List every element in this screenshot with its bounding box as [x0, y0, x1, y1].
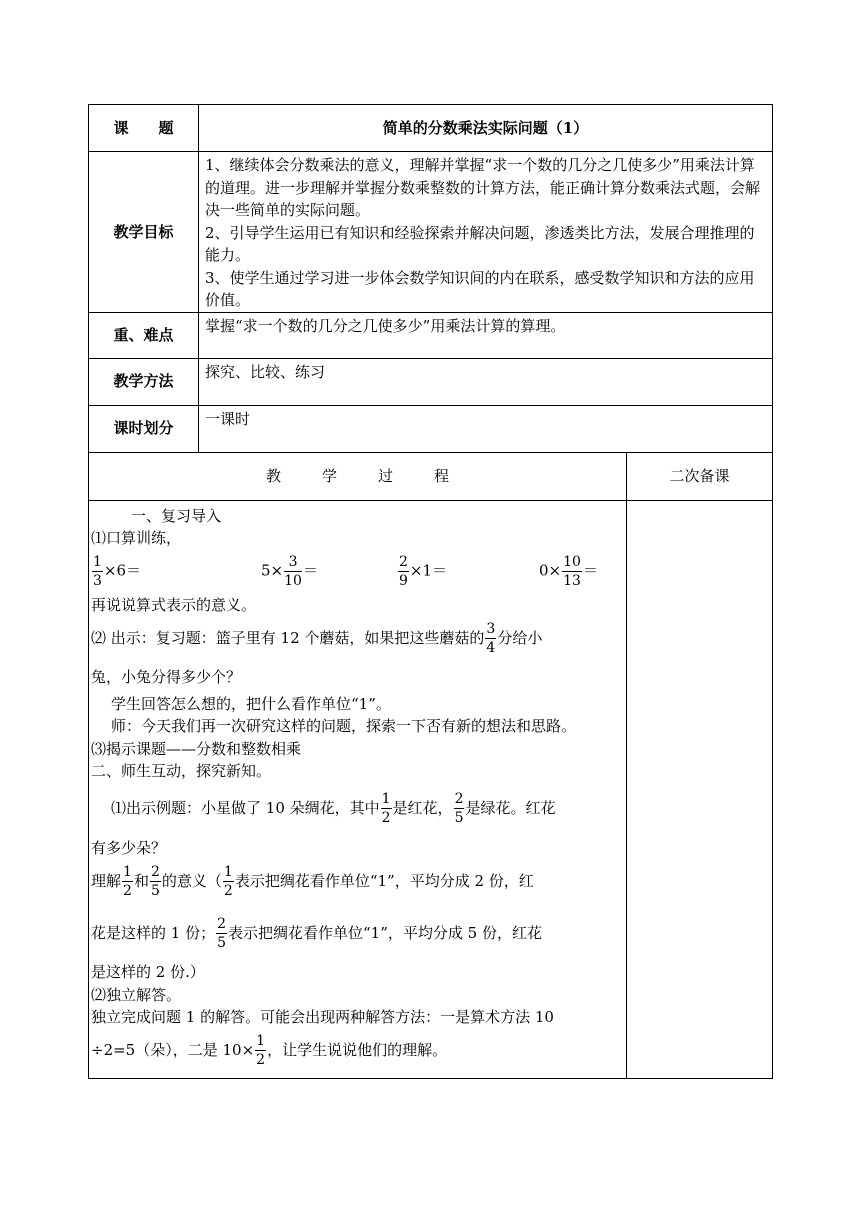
oral-training: ⑴口算训练， — [91, 529, 182, 547]
fraction: $\frac{2}{5}$ — [150, 863, 160, 899]
solve-methods: ÷2=5（朵），二是 10× $\frac{1}{2}$ ，让学生说说他们的理解。 — [91, 1033, 448, 1068]
objective-item: 1、继续体会分数乘法的意义，理解并掌握“求一个数的几分之几使多少”用乘法计算的道理。进一步理解并掌握分数乘整数的计算方法，能正确计算分数乘法式题，会解决一些简单的实际问题。 — [205, 156, 761, 219]
solve-instruction: 独立完成问题 1 的解答。可能会出现两种解答方法：一是算术方法 10 — [91, 1008, 554, 1026]
fraction: $\frac{1}{2}$ — [381, 791, 391, 826]
section-1-title: 一、复习导入 — [131, 506, 222, 525]
teacher-remark: 师：今天我们再一次研究这样的问题，探索一下否有新的想法和思路。 — [111, 717, 577, 735]
schedule-value: 一课时 — [199, 405, 773, 452]
schedule-label: 课时划分 — [89, 405, 199, 452]
meaning-explanation-end: 是这样的 2 份.） — [91, 963, 205, 981]
fraction: $\frac{1}{2}$ — [256, 1033, 266, 1068]
calc-item: $\frac{2}{9}$ ×1＝ — [399, 554, 448, 589]
review-question-cont: 兔，小兔分得多少个？ — [91, 668, 242, 686]
objectives-label: 教学目标 — [89, 152, 199, 313]
section-2-title: 二、师生互动，探究新知。 — [91, 762, 272, 780]
fraction: $\frac{3}{4}$ — [486, 620, 496, 656]
meaning-explanation: 理解 $\frac{1}{2}$ 和 $\frac{2}{5}$ 的意义（ $\frac{1}{2}$ 表示把绸花看作单位“1”，平均分成 2 份，红 — [91, 863, 534, 899]
process-header-char: 学 — [321, 466, 337, 485]
methods-value: 探究、比较、练习 — [199, 358, 773, 405]
fraction: $\frac{10}{13}$ — [563, 554, 581, 589]
example-question-cont: 有多少朵？ — [91, 838, 167, 857]
key-points-label: 重、难点 — [89, 312, 199, 358]
second-prep-header: 二次备课 — [627, 452, 773, 500]
process-header-char: 过 — [377, 466, 393, 485]
topic-value: 简单的分数乘法实际问题（1） — [199, 105, 773, 152]
fraction: $\frac{1}{2}$ — [223, 863, 233, 899]
fraction: $\frac{3}{10}$ — [284, 554, 302, 589]
objectives-content — [199, 152, 773, 313]
process-header-char: 程 — [433, 466, 449, 485]
fraction: $\frac{2}{5}$ — [454, 791, 464, 826]
calc-item: $\frac{1}{3}$ ×6＝ — [93, 554, 142, 589]
meaning-prompt: 再说说算式表示的意义。 — [91, 595, 257, 614]
methods-label: 教学方法 — [89, 358, 199, 405]
review-question: ⑵ 出示：复习题：篮子里有 12 个蘑菇，如果把这些蘑菇的 $\frac{3}{4}$ 分给小 — [91, 620, 543, 656]
key-points-value: 掌握“求一个数的几分之几使多少”用乘法计算的算理。 — [199, 312, 773, 358]
fraction: $\frac{1}{2}$ — [123, 863, 132, 899]
calc-item: 0× $\frac{10}{13}$ ＝ — [539, 554, 598, 589]
objective-item: 3、使学生通过学习进一步体会数学知识间的内在联系，感受数学知识和方法的应用价值。 — [205, 268, 755, 309]
process-header-char: 教 — [265, 466, 281, 485]
process-content — [89, 500, 627, 1078]
calc-item: 5× $\frac{3}{10}$ ＝ — [261, 554, 318, 589]
fraction: $\frac{2}{9}$ — [399, 554, 408, 589]
reveal-topic: ⑶揭示课题——分数和整数相乘 — [91, 739, 302, 758]
process-header — [89, 452, 627, 500]
second-prep-cell — [627, 500, 773, 1078]
calc-row — [91, 550, 620, 594]
meaning-explanation-cont: 花是这样的 1 份； $\frac{2}{5}$ 表示把绸花看作单位“1”，平均分成 5 份，红花 — [91, 915, 542, 951]
lesson-plan-table — [88, 104, 773, 1079]
fraction: $\frac{2}{5}$ — [217, 915, 227, 951]
example-question: ⑴出示例题：小星做了 10 朵绸花，其中 $\frac{1}{2}$ 是红花， $\frac{2}{5}$ 是绿花。红花 — [111, 791, 556, 826]
independent-solve: ⑵独立解答。 — [91, 985, 182, 1004]
fraction: $\frac{1}{3}$ — [93, 554, 102, 589]
student-answer: 学生回答怎么想的，把什么看作单位“1”。 — [111, 694, 391, 713]
topic-label: 课 题 — [89, 105, 199, 152]
objective-item: 2、引导学生运用已有知识和经验探索并解决问题，渗透类比方法，发展合理推理的能力。 — [205, 223, 755, 264]
